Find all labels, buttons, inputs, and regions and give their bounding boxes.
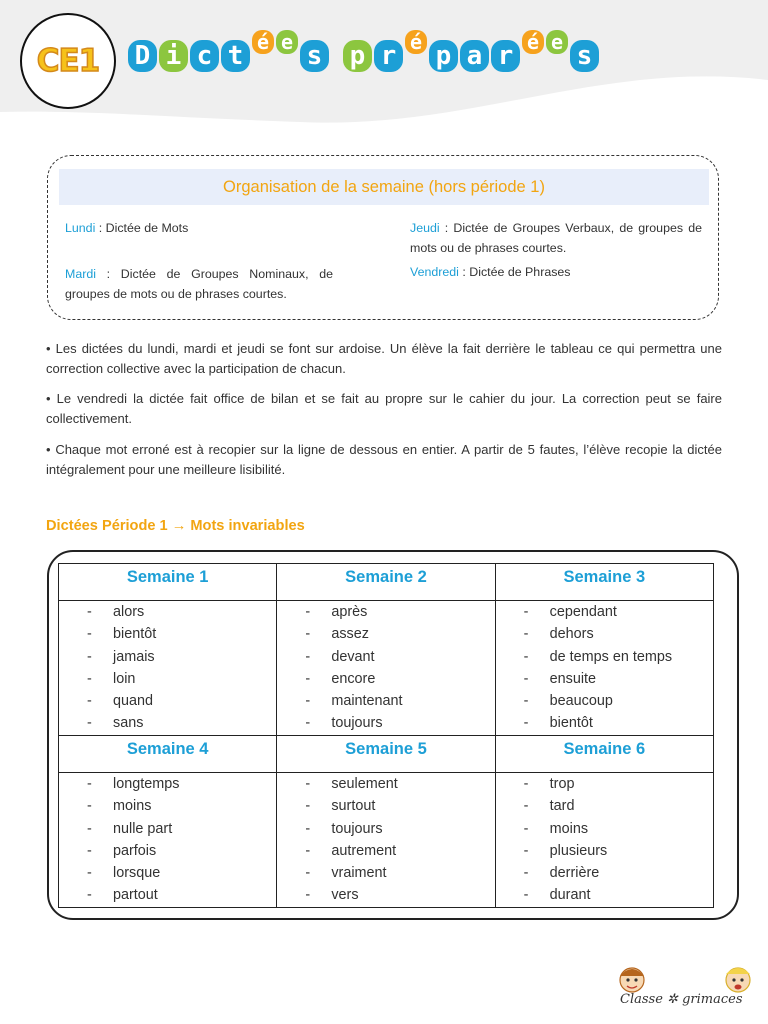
word: jamais <box>113 648 155 665</box>
list-marker: - <box>523 865 529 882</box>
list-marker: - <box>523 887 529 904</box>
word: vraiment <box>331 865 387 882</box>
word: lorsque <box>113 865 161 882</box>
list-marker: - <box>87 626 92 643</box>
week-title: Semaine 1 <box>59 564 277 601</box>
title-letter: p <box>429 40 458 72</box>
brand-name <box>620 992 743 1007</box>
word: devant <box>331 648 375 665</box>
list-item <box>496 840 713 862</box>
title-letter: c <box>190 40 219 72</box>
jeudi-entry <box>410 218 702 258</box>
list-item <box>59 840 276 862</box>
list-marker: - <box>305 820 311 837</box>
list-marker: - <box>523 604 529 620</box>
list-marker: - <box>305 887 311 904</box>
weeks-table <box>58 563 714 908</box>
title-letter: é <box>405 30 427 54</box>
organisation-title: Organisation de la semaine (hors période 1) <box>59 169 709 205</box>
list-item <box>277 668 494 690</box>
list-item <box>277 646 494 668</box>
week-title: Semaine 2 <box>277 564 495 601</box>
list-item <box>59 884 276 906</box>
week-word-list <box>277 601 495 736</box>
list-item <box>277 712 494 734</box>
jeudi-text: : Dictée de Groupes Verbaux, de groupes de mots ou de phrases courtes. <box>410 221 702 255</box>
list-item <box>496 884 713 906</box>
list-marker: - <box>305 798 311 815</box>
section-title: Dictées Période 1 → Mots invariables <box>46 518 305 534</box>
list-item <box>277 840 494 862</box>
list-marker: - <box>523 693 529 710</box>
list-marker: - <box>87 776 92 792</box>
title-letter: a <box>460 40 489 72</box>
list-item <box>59 646 276 668</box>
word: beaucoup <box>549 693 613 710</box>
list-marker: - <box>305 648 311 665</box>
page-title <box>128 30 599 80</box>
paragraph-vendredi: • Le vendredi la dictée fait office de bilan et se fait au propre sur le cahier du jour. La correction peut se faire collectivement. <box>46 391 722 426</box>
list-item <box>496 601 713 623</box>
word: parfois <box>113 842 157 859</box>
list-item <box>496 668 713 690</box>
list-marker: - <box>87 820 92 837</box>
list-item <box>277 795 494 817</box>
word: après <box>331 604 368 620</box>
list-marker: - <box>523 670 529 687</box>
word: toujours <box>331 715 383 732</box>
level-label: CE1 <box>36 43 100 79</box>
title-letter: i <box>159 40 188 72</box>
list-item <box>277 862 494 884</box>
list-marker: - <box>523 820 529 837</box>
list-item <box>496 712 713 734</box>
word: longtemps <box>113 776 180 792</box>
word: loin <box>113 670 136 687</box>
list-item <box>59 623 276 645</box>
list-item <box>59 773 276 795</box>
word: encore <box>331 670 376 687</box>
list-marker: - <box>523 626 529 643</box>
list-marker: - <box>87 670 92 687</box>
title-letter: s <box>300 40 329 72</box>
word: de temps en temps <box>549 648 673 665</box>
list-marker: - <box>305 715 311 732</box>
day-label-mardi: Mardi <box>65 267 96 281</box>
word: derrière <box>549 865 600 882</box>
title-letter: s <box>570 40 599 72</box>
list-item <box>59 668 276 690</box>
list-item <box>496 646 713 668</box>
list-item <box>59 862 276 884</box>
list-item <box>277 623 494 645</box>
word: cependant <box>549 604 617 620</box>
word: ensuite <box>549 670 597 687</box>
list-item <box>277 818 494 840</box>
list-item <box>277 773 494 795</box>
list-item <box>277 884 494 906</box>
list-marker: - <box>305 604 311 620</box>
word: bientôt <box>113 626 157 643</box>
word: nulle part <box>113 820 173 837</box>
week-title: Semaine 4 <box>59 736 277 773</box>
list-marker: - <box>87 604 92 620</box>
week-word-list <box>495 773 713 908</box>
list-marker: - <box>523 648 529 665</box>
list-item <box>496 690 713 712</box>
list-item <box>59 795 276 817</box>
title-letter: e <box>546 30 568 54</box>
list-item <box>496 795 713 817</box>
title-letter: r <box>491 40 520 72</box>
list-marker: - <box>87 715 92 732</box>
week-words-row <box>59 773 714 908</box>
title-letter: p <box>343 40 372 72</box>
week-header-row <box>59 564 714 601</box>
word: bientôt <box>549 715 593 732</box>
week-word-list <box>59 773 277 908</box>
list-item <box>59 818 276 840</box>
word: surtout <box>331 798 376 815</box>
mardi-text: : Dictée de Groupes Nominaux, de groupes de mots ou de phrases courtes. <box>65 267 333 301</box>
list-item <box>496 818 713 840</box>
title-letter: é <box>522 30 544 54</box>
list-item <box>496 623 713 645</box>
word: seulement <box>331 776 398 792</box>
word: plusieurs <box>549 842 608 859</box>
week-title: Semaine 6 <box>495 736 713 773</box>
title-letter: é <box>252 30 274 54</box>
list-marker: - <box>305 865 311 882</box>
word: alors <box>113 604 145 620</box>
lundi-entry <box>65 218 335 238</box>
day-label-lundi: Lundi <box>65 221 96 235</box>
word: assez <box>331 626 369 643</box>
word: dehors <box>549 626 594 643</box>
list-item <box>277 690 494 712</box>
list-marker: - <box>523 715 529 732</box>
title-letter: D <box>128 40 157 72</box>
list-marker: - <box>87 693 92 710</box>
list-marker: - <box>305 693 311 710</box>
level-badge <box>20 13 116 109</box>
title-letter: t <box>221 40 250 72</box>
paragraph-ardoise: • Les dictées du lundi, mardi et jeudi se font sur ardoise. Un élève la fait derrière le tableau ce qui permettra une correction collective avec la participation de chacun. <box>46 341 722 376</box>
day-label-vendredi: Vendredi <box>410 265 459 279</box>
week-title: Semaine 5 <box>277 736 495 773</box>
word: quand <box>113 693 154 710</box>
list-marker: - <box>305 626 311 643</box>
list-item <box>277 601 494 623</box>
brand-separator: ✲ <box>667 992 678 1007</box>
list-marker: - <box>87 648 92 665</box>
paragraph-correction: • Chaque mot erroné est à recopier sur la ligne de dessous en entier. A partir de 5 fautes, l’élève recopie la dictée intégralement pour une meilleure lisibilité. <box>46 442 722 477</box>
organisation-box <box>47 155 719 320</box>
week-words-row <box>59 601 714 736</box>
list-item <box>496 773 713 795</box>
word: moins <box>549 820 589 837</box>
week-header-row <box>59 736 714 773</box>
list-marker: - <box>87 842 92 859</box>
list-marker: - <box>523 842 529 859</box>
word: durant <box>549 887 591 904</box>
word: trop <box>549 776 575 792</box>
list-item <box>59 712 276 734</box>
week-word-list <box>59 601 277 736</box>
week-word-list <box>495 601 713 736</box>
lundi-text: : Dictée de Mots <box>95 221 189 235</box>
vendredi-text: : Dictée de Phrases <box>458 265 571 279</box>
list-marker: - <box>523 776 529 792</box>
word: autrement <box>331 842 397 859</box>
word: moins <box>113 798 152 815</box>
word: partout <box>113 887 158 904</box>
list-marker: - <box>87 887 92 904</box>
title-letter <box>331 40 341 72</box>
word: toujours <box>331 820 383 837</box>
day-label-jeudi: Jeudi <box>410 221 440 235</box>
brand-left: Classe <box>620 992 663 1007</box>
vendredi-entry <box>410 262 702 282</box>
list-marker: - <box>523 798 529 815</box>
word: tard <box>549 798 575 815</box>
week-title: Semaine 3 <box>495 564 713 601</box>
list-item <box>496 862 713 884</box>
list-marker: - <box>305 776 311 792</box>
word: maintenant <box>331 693 403 710</box>
list-marker: - <box>87 865 92 882</box>
word: sans <box>113 715 144 732</box>
list-marker: - <box>305 670 311 687</box>
mardi-entry <box>65 264 333 304</box>
week-word-list <box>277 773 495 908</box>
list-item <box>59 601 276 623</box>
brand-logo <box>610 960 760 1020</box>
word: vers <box>331 887 359 904</box>
list-marker: - <box>87 798 92 815</box>
brand-right: grimaces <box>682 992 743 1007</box>
list-item <box>59 690 276 712</box>
title-letter: e <box>276 30 298 54</box>
list-marker: - <box>305 842 311 859</box>
title-letter: r <box>374 40 403 72</box>
